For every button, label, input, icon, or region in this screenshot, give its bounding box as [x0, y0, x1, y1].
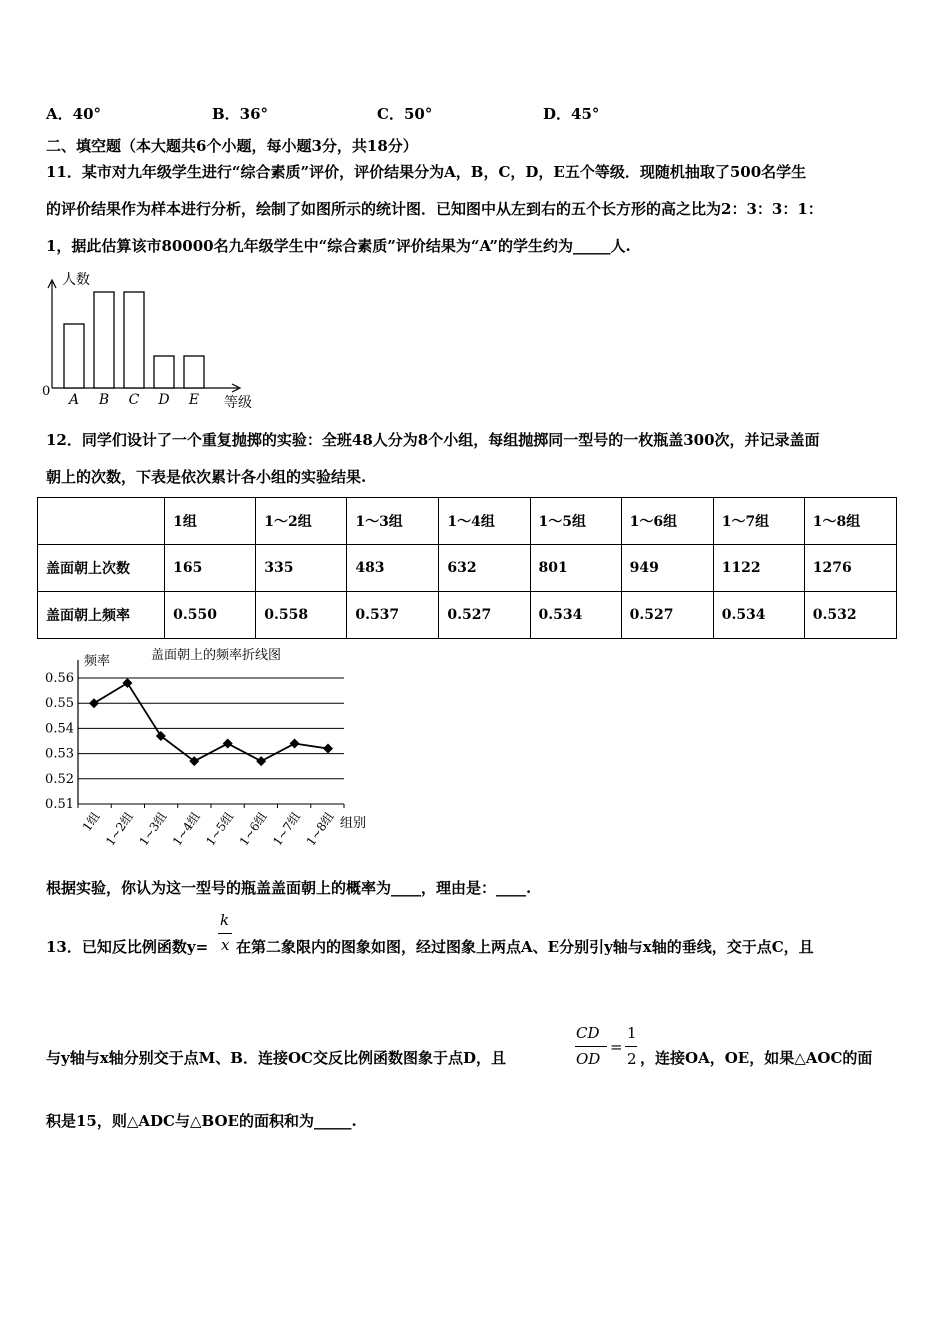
- q12-line2: 朝上的次数，下表是依次累计各小组的实验结果.: [46, 468, 367, 486]
- q12-answer-line: 根据实验，你认为这一型号的瓶盖盖面朝上的概率为____，理由是：____.: [46, 879, 532, 897]
- q13-line3: 积是15，则△ADC与△BOE的面积和为_____.: [46, 1112, 357, 1130]
- table-cell: 盖面朝上频率: [38, 592, 165, 639]
- q12-line1: 12．同学们设计了一个重复抛掷的实验：全班48人分为8个小组，每组抛掷同一型号的一枚瓶盖300次，并记录盖面: [46, 431, 820, 449]
- data-point: [256, 756, 266, 766]
- q13-line1-start: 13．已知反比例函数y=: [46, 938, 209, 956]
- x-axis-label: 等级: [224, 395, 252, 411]
- fraction-cd-numerator: CD: [576, 1024, 600, 1042]
- table-header-cell: 1组: [165, 498, 256, 545]
- fraction-one-numerator: 1: [627, 1024, 637, 1042]
- data-point: [122, 678, 132, 688]
- choice-c: C．50°: [377, 105, 433, 123]
- y-axis-label: 人数: [62, 272, 90, 288]
- table-header-row: [38, 498, 897, 545]
- data-point: [89, 698, 99, 708]
- q13-line1-end: 在第二象限内的图象如图，经过图象上两点A、E分别引y轴与x轴的垂线，交于点C，且: [236, 938, 814, 956]
- table-cell: 0.532: [804, 592, 896, 639]
- y-tick-label: 0.54: [45, 721, 74, 737]
- table-header-cell: 1～3组: [347, 498, 439, 545]
- fraction-bar: [218, 933, 232, 934]
- table-row: [38, 545, 897, 592]
- q11-line1: 11．某市对九年级学生进行“综合素质”评价，评价结果分为A，B，C，D，E五个等级．现随机抽取了500名学生: [46, 163, 807, 181]
- x-tick-label: 1~7组: [270, 809, 304, 849]
- table-header-cell: 1～6组: [621, 498, 713, 545]
- fraction-bar: [625, 1046, 637, 1047]
- results-table: [37, 497, 897, 639]
- equals-sign: =: [610, 1038, 623, 1056]
- bar: [94, 292, 114, 388]
- q11-line2: 的评价结果作为样本进行分析，绘制了如图所示的统计图．已知图中从左到右的五个长方形的高之比为2：3：3：1：: [46, 200, 823, 218]
- q13-line2-end: ，连接OA，OE，如果△AOC的面: [640, 1049, 873, 1067]
- bar: [64, 324, 84, 388]
- table-cell: 165: [165, 545, 256, 592]
- table-cell: 949: [621, 545, 713, 592]
- q11-line3: 1，据此估算该市80000名九年级学生中“综合素质”评价结果为“A”的学生约为_____人.: [46, 237, 631, 255]
- table-cell: 0.527: [621, 592, 713, 639]
- x-tick-label: C: [128, 392, 140, 408]
- fraction-k-numerator: k: [220, 911, 230, 929]
- chart-title: 盖面朝上的频率折线图: [151, 648, 282, 663]
- y-tick-label: 0.56: [45, 671, 74, 686]
- bar: [154, 356, 174, 388]
- y-tick-label: 0.52: [45, 771, 74, 787]
- x-tick-label: 1~4组: [169, 809, 203, 849]
- table-cell: 0.537: [347, 592, 439, 639]
- table-cell: 0.550: [165, 592, 256, 639]
- data-point: [290, 739, 300, 749]
- table-header-cell: 1～5组: [530, 498, 621, 545]
- table-row: [38, 592, 897, 639]
- data-point: [323, 744, 333, 754]
- fraction-od-denominator: OD: [576, 1050, 601, 1068]
- data-point: [223, 739, 233, 749]
- table-cell: 盖面朝上次数: [38, 545, 165, 592]
- table-header-cell: 1～8组: [804, 498, 896, 545]
- y-axis-label: 频率: [84, 654, 111, 669]
- table-cell: 0.527: [439, 592, 530, 639]
- table-cell: 1122: [713, 545, 804, 592]
- x-tick-label: B: [98, 392, 110, 408]
- x-tick-label: 1~8组: [303, 809, 337, 849]
- x-tick-label: 1~3组: [136, 809, 170, 849]
- x-tick-label: 1~2组: [103, 809, 136, 849]
- frequency-line: [94, 683, 328, 761]
- x-tick-label: 1组: [79, 809, 103, 834]
- table-header-cell: 1～4组: [439, 498, 530, 545]
- choice-d: D．45°: [543, 105, 600, 123]
- x-tick-label: D: [158, 392, 170, 408]
- q13-line2-start: 与y轴与x轴分别交于点M、B．连接OC交反比例函数图象于点D，且: [46, 1049, 506, 1067]
- origin-label: 0: [42, 384, 51, 399]
- x-tick-label: E: [188, 392, 200, 408]
- y-tick-label: 0.55: [45, 696, 74, 712]
- choice-b: B．36°: [212, 105, 269, 123]
- x-tick-label: A: [68, 392, 80, 408]
- y-tick-label: 0.51: [45, 797, 74, 812]
- fraction-x-denominator: x: [221, 936, 230, 954]
- grade-bar-chart: [38, 270, 278, 415]
- bar: [184, 356, 204, 388]
- choice-a: A．40°: [46, 105, 102, 123]
- table-cell: 483: [347, 545, 439, 592]
- table-cell: 1276: [804, 545, 896, 592]
- table-cell: 0.534: [530, 592, 621, 639]
- x-tick-label: 1~5组: [203, 809, 237, 849]
- bar: [124, 292, 144, 388]
- x-tick-label: 1~6组: [236, 809, 270, 849]
- y-tick-label: 0.53: [45, 746, 74, 762]
- table-cell: 0.558: [256, 592, 347, 639]
- table-cell: 0.534: [713, 592, 804, 639]
- table-header-cell: 1～7组: [713, 498, 804, 545]
- table-header-cell: 1～2组: [256, 498, 347, 545]
- table-header-cell: [38, 498, 165, 545]
- frequency-line-chart: [38, 643, 378, 868]
- table-cell: 632: [439, 545, 530, 592]
- fraction-two-denominator: 2: [627, 1050, 637, 1068]
- section-title: 二、填空题（本大题共6个小题，每小题3分，共18分）: [46, 137, 418, 155]
- table-cell: 801: [530, 545, 621, 592]
- table-cell: 335: [256, 545, 347, 592]
- fraction-bar: [575, 1046, 607, 1047]
- x-axis-label: 组别: [340, 816, 367, 831]
